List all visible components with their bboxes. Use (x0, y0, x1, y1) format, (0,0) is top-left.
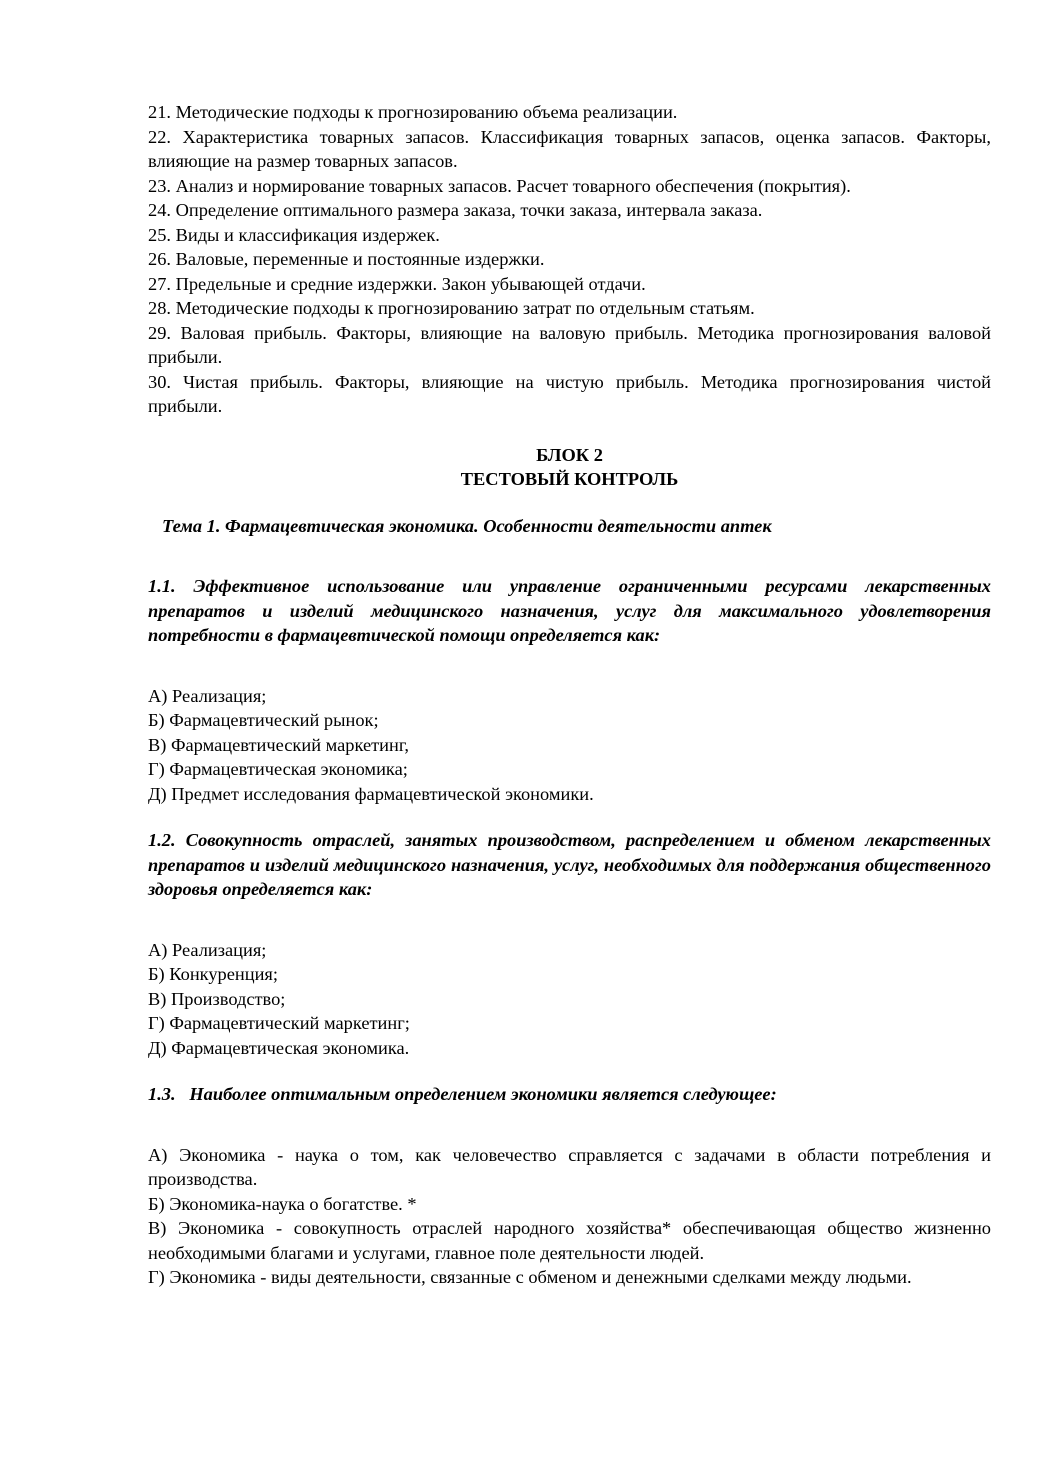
list-item: 21. Методические подходы к прогнозированию объема реализации. (148, 102, 678, 122)
test-question (148, 1082, 991, 1290)
question-text: 1.1. Эффективное использование или управление ограниченными ресурсами лекарственных препаратов и изделий медицинского назначения, услуг для максимального удовлетворения потребности в фармацевтической помощи определяется как: (148, 576, 991, 645)
list-item: 23. Анализ и нормирование товарных запасов. Расчет товарного обеспечения (покрытия). (148, 175, 851, 196)
list-item: 25. Виды и классификация издержек. (148, 224, 440, 245)
answer-option: Г) Экономика - виды деятельности, связанные с обменом и денежными сделками между людьми. (148, 1267, 912, 1287)
list-item: 26. Валовые, переменные и постоянные издержки. (148, 249, 545, 269)
answer-option: В) Фармацевтический маркетинг, (148, 734, 409, 755)
list-item: 30. Чистая прибыль. Факторы, влияющие на чистую прибыль. Методика прогнозирования чистой прибыли. (148, 371, 991, 416)
answer-option: Г) Фармацевтическая экономика; (148, 759, 408, 779)
answer-option: Б) Фармацевтический рынок; (148, 710, 379, 730)
test-question (148, 828, 991, 1060)
topic-heading: Тема 1. Фармацевтическая экономика. Особенности деятельности аптек (162, 515, 772, 536)
answer-option: Д) Фармацевтическая экономика. (148, 1037, 410, 1058)
answer-option: Б) Экономика-наука о богатстве. * (148, 1193, 417, 1214)
answer-option: Г) Фармацевтический маркетинг; (148, 1013, 410, 1033)
list-item: 28. Методические подходы к прогнозированию затрат по отдельным статьям. (148, 298, 755, 318)
block-subtitle: ТЕСТОВЫЙ КОНТРОЛЬ (460, 469, 679, 489)
list-item: 22. Характеристика товарных запасов. Классификация товарных запасов, оценка запасов. Факторы, влияющие на размер товарных запасов. (148, 126, 991, 171)
list-item: 24. Определение оптимального размера заказа, точки заказа, интервала заказа. (148, 200, 763, 220)
answer-option: В) Производство; (148, 988, 286, 1009)
answer-option: Б) Конкуренция; (148, 964, 278, 984)
question-text: 1.3. Наиболее оптимальным определением экономики является следующее: (148, 1084, 777, 1104)
question-text: 1.2. Совокупность отраслей, занятых производством, распределением и обменом лекарственных препаратов и изделий медицинского назначения, услуг, необходимых для поддержания общественного здоровья определяется как: (148, 830, 991, 899)
test-question (148, 574, 991, 806)
question-list (148, 100, 991, 419)
answer-option: А) Экономика - наука о том, как человечество справляется с задачами в области потребления и производства. (148, 1144, 991, 1189)
answer-option: А) Реализация; (148, 685, 267, 706)
answer-option: А) Реализация; (148, 939, 267, 960)
list-item: 27. Предельные и средние издержки. Закон убывающей отдачи. (148, 273, 646, 294)
block-title: БЛОК 2 (536, 444, 603, 465)
answer-option: Д) Предмет исследования фармацевтической экономики. (148, 783, 594, 804)
document-page (148, 100, 991, 1290)
answer-option: В) Экономика - совокупность отраслей народного хозяйства* обеспечивающая общество жизненно необходимыми благами и услугами, главное поле деятельности людей. (148, 1218, 991, 1263)
list-item: 29. Валовая прибыль. Факторы, влияющие на валовую прибыль. Методика прогнозирования валовой прибыли. (148, 322, 991, 367)
